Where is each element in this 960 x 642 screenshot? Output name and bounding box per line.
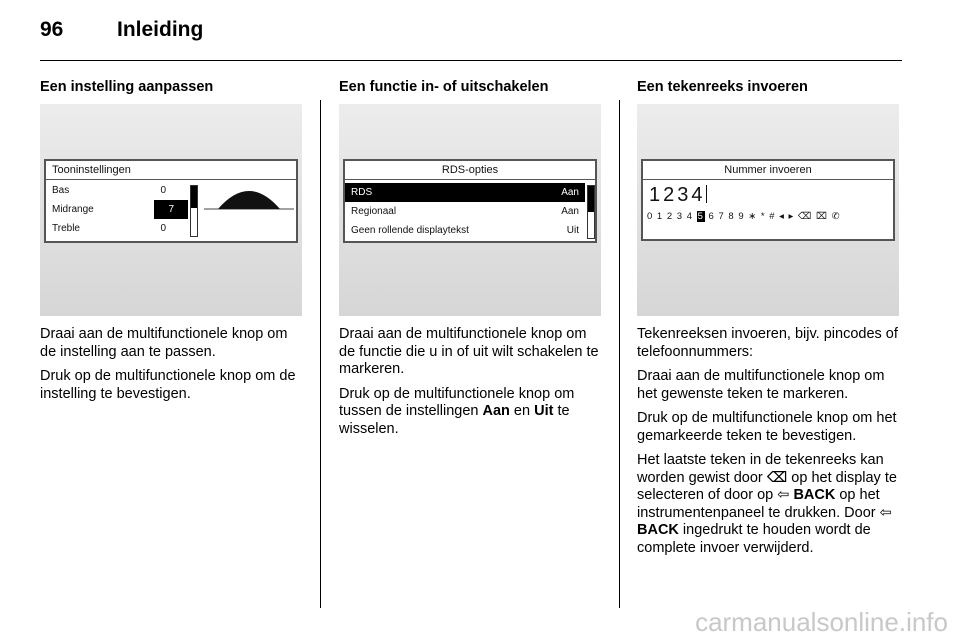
item-label: Geen rollende displaytekst [351, 225, 469, 236]
screen-title: Nummer invoeren [643, 161, 893, 180]
back-arrow-icon: ⇦ [879, 504, 892, 521]
paragraph [637, 452, 899, 557]
item-value: Aan [561, 206, 579, 217]
paragraph: Druk op de multifunctionele knop om het gemarkeerde teken te bevestigen. [637, 410, 897, 444]
watermark: carmanualsonline.info [695, 607, 948, 637]
section-heading: Een functie in- of uitschakelen [339, 79, 549, 95]
text-cursor [706, 185, 707, 203]
paragraph: Tekenreeksen invoeren, bijv. pincodes of telefoonnummers: [637, 326, 898, 360]
paragraph: Draai aan de multifunctionele knop om de functie die u in of uit wilt schakelen te markeren. [339, 326, 599, 377]
display-illustration [339, 104, 601, 316]
scrollbar [587, 185, 595, 239]
entered-number [643, 180, 893, 207]
text-run: Het laatste teken in de tekenreeks kan worden gewist door [637, 452, 884, 486]
item-label: Bas [52, 185, 70, 196]
text-run: te wisselen. [339, 403, 570, 437]
number-entry-screen [641, 159, 895, 241]
text-run: op het instrumentenpaneel te drukken. Door [637, 487, 880, 521]
item-label: RDS [351, 187, 373, 198]
column-toggle-function [339, 78, 601, 445]
backspace-icon: ⌫ [766, 469, 788, 486]
display-illustration [40, 104, 302, 316]
selected-character: 5 [697, 211, 704, 222]
item-value: 0 [160, 223, 166, 234]
paragraph: Draai aan de multifunctionele knop om het gewenste teken te markeren. [637, 368, 885, 402]
character-list: 0 1 2 3 4 [647, 211, 697, 222]
item-label: Regionaal [351, 206, 397, 217]
scrollbar-thumb [588, 186, 594, 212]
item-value: Uit [566, 225, 579, 236]
list-item [345, 202, 585, 221]
tone-settings-screen [44, 159, 298, 243]
body-text [637, 326, 899, 557]
screen-title: RDS-opties [345, 161, 595, 180]
options-list [345, 183, 585, 240]
entered-digits: 1234 [649, 184, 706, 206]
text-run: Druk op de multifunctionele knop om tussen de instellingen [339, 385, 575, 419]
scrollbar-thumb [191, 186, 197, 208]
back-arrow-icon: ⇦ [777, 487, 790, 503]
chapter-title: Inleiding [117, 18, 204, 41]
header-rule [40, 60, 902, 61]
column-divider [320, 100, 321, 608]
column-adjust-setting [40, 78, 302, 410]
paragraph [339, 386, 601, 439]
column-enter-string [637, 78, 899, 564]
list-item-highlighted [46, 200, 192, 219]
list-item [46, 219, 192, 238]
list-item [46, 181, 192, 200]
section-heading: Een instelling aanpassen [40, 79, 214, 95]
text-run: op het display te selecteren of door op [637, 469, 897, 503]
back-key-label: BACK [793, 487, 836, 503]
column-divider [619, 100, 620, 608]
text-run: en [509, 403, 535, 419]
character-list: 6 7 8 9 ∗ * # ◂ ▸ ⌫ ⌧ ✆ [704, 211, 841, 222]
screen-title: Tooninstellingen [46, 161, 296, 180]
scrollbar [190, 185, 198, 237]
term-uit: Uit [534, 403, 554, 419]
paragraph: Druk op de multifunctionele knop om de instelling te bevestigen. [40, 368, 296, 402]
paragraph: Draai aan de multifunctionele knop om de instelling aan te passen. [40, 326, 288, 360]
character-selector [643, 207, 893, 226]
item-label: Midrange [52, 204, 94, 215]
page-number: 96 [40, 18, 64, 41]
item-value: Aan [561, 187, 579, 198]
list-item [345, 221, 585, 240]
body-text [339, 326, 601, 438]
term-aan: Aan [482, 403, 510, 419]
text-run: ingedrukt te houden wordt de complete invoer verwijderd. [637, 522, 871, 556]
display-illustration [637, 104, 899, 316]
settings-list [46, 181, 192, 238]
body-text [40, 326, 302, 403]
item-value: 0 [160, 185, 166, 196]
back-key-label: BACK [637, 522, 679, 538]
tone-curve-graphic [204, 181, 294, 237]
section-heading: Een tekenreeks invoeren [637, 79, 808, 95]
rds-options-screen [343, 159, 597, 243]
item-value: 7 [154, 200, 188, 219]
list-item-selected [345, 183, 585, 202]
item-label: Treble [52, 223, 80, 234]
